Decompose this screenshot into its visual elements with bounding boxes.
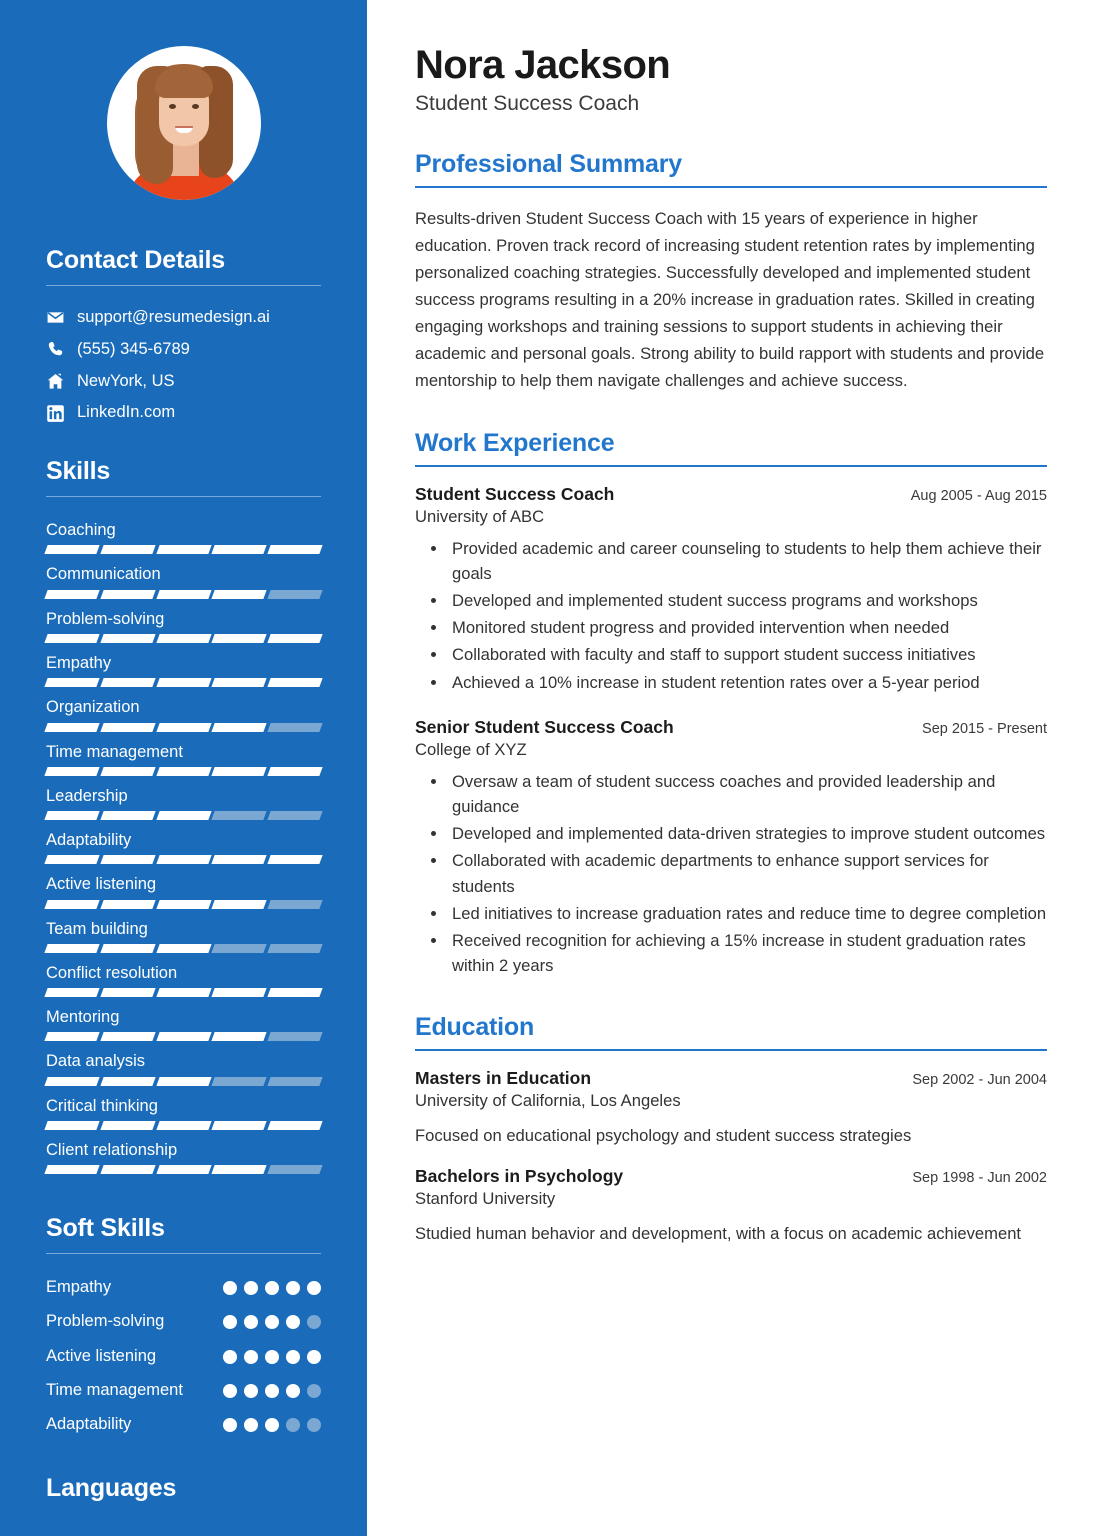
skill-bar-segment: [212, 545, 267, 554]
rating-dot: [265, 1384, 279, 1398]
rating-dot: [244, 1315, 258, 1329]
rating-dot: [244, 1384, 258, 1398]
soft-skill-rating: [223, 1379, 321, 1398]
rating-dot: [265, 1281, 279, 1295]
soft-skill-label: Empathy: [46, 1278, 112, 1297]
skill-bar-segment: [212, 1077, 267, 1086]
skill-label: Adaptability: [46, 831, 132, 850]
skill-bar-segment: [268, 811, 323, 820]
contact-heading: Contact Details: [46, 246, 225, 274]
skill-bar-segment: [100, 811, 155, 820]
languages-heading: Languages: [46, 1473, 177, 1502]
skill-bar-segment: [44, 988, 99, 997]
work-divider: [415, 465, 1047, 467]
skill-bar-segment: [100, 590, 155, 599]
summary-heading: Professional Summary: [415, 150, 682, 179]
candidate-role: Student Success Coach: [415, 92, 640, 116]
rating-dot: [307, 1350, 321, 1364]
rating-dot: [265, 1350, 279, 1364]
soft-skill-rating: [223, 1345, 321, 1364]
rating-dot: [286, 1350, 300, 1364]
skill-label: Leadership: [46, 786, 128, 805]
rating-dot: [286, 1281, 300, 1295]
rating-dot: [265, 1418, 279, 1432]
skill-bar-segment: [212, 723, 267, 732]
rating-dot: [223, 1384, 237, 1398]
skill-item: [46, 962, 321, 997]
skill-bar-segment: [100, 723, 155, 732]
skill-item: [46, 785, 321, 820]
soft-skills-section: [0, 1214, 367, 1435]
contact-section: [0, 246, 367, 423]
contact-text: (555) 345-6789: [77, 339, 190, 358]
skill-bar-segment: [100, 767, 155, 776]
skill-item: [46, 873, 321, 908]
skill-bar-segment: [156, 723, 211, 732]
work-entries: [415, 484, 1047, 979]
skill-label: Organization: [46, 698, 140, 717]
skill-item: [46, 696, 321, 731]
soft-skill-item: [46, 1345, 321, 1367]
skill-bar-segment: [156, 944, 211, 953]
skill-bar-segment: [44, 811, 99, 820]
contact-text: NewYork, US: [77, 371, 175, 390]
skill-level-bar: [46, 811, 321, 820]
summary-divider: [415, 186, 1047, 188]
employer-name: College of XYZ: [415, 739, 527, 759]
skill-item: [46, 1050, 321, 1085]
contact-text: LinkedIn.com: [77, 403, 176, 422]
job-bullet: • Monitored student progress and provided intervention when needed: [448, 615, 1047, 640]
rating-dot: [244, 1350, 258, 1364]
job-bullet: • Collaborated with faculty and staff to support student success initiatives: [448, 642, 1047, 667]
rating-dot: [223, 1418, 237, 1432]
skill-bar-segment: [268, 545, 323, 554]
skill-bar-segment: [44, 1032, 99, 1041]
portrait-fringe: [155, 68, 213, 98]
envelope-icon: [46, 308, 65, 327]
degree-title: Masters in Education: [415, 1067, 592, 1088]
skill-label: Client relationship: [46, 1140, 178, 1159]
soft-skill-item: [46, 1310, 321, 1332]
skill-bar-segment: [100, 634, 155, 643]
skill-bar-segment: [156, 811, 211, 820]
skills-divider: [46, 496, 321, 497]
skill-bar-segment: [156, 767, 211, 776]
skill-label: Problem-solving: [46, 609, 165, 628]
soft-skill-rating: [223, 1276, 321, 1295]
candidate-name: Nora Jackson: [415, 43, 671, 87]
skill-bar-segment: [100, 944, 155, 953]
skill-bar-segment: [44, 900, 99, 909]
skill-item: [46, 741, 321, 776]
skill-level-bar: [46, 767, 321, 776]
soft-skill-item: [46, 1276, 321, 1298]
skill-label: Team building: [46, 919, 148, 938]
education-entries: [415, 1068, 1047, 1246]
skill-bar-segment: [212, 1121, 267, 1130]
skill-level-bar: [46, 855, 321, 864]
contact-item[interactable]: [46, 372, 321, 392]
skill-bar-segment: [156, 900, 211, 909]
skill-bar-segment: [268, 944, 323, 953]
skill-level-bar: [46, 590, 321, 599]
skill-item: [46, 1095, 321, 1130]
rating-dot: [286, 1315, 300, 1329]
degree-title: Bachelors in Psychology: [415, 1165, 624, 1186]
skill-bar-segment: [100, 1032, 155, 1041]
rating-dot: [307, 1418, 321, 1432]
skills-list: [46, 519, 321, 1174]
skill-bar-segment: [212, 944, 267, 953]
skill-level-bar: [46, 900, 321, 909]
skill-level-bar: [46, 545, 321, 554]
contact-item[interactable]: [46, 308, 321, 328]
soft-skill-label: Time management: [46, 1380, 183, 1399]
skill-bar-segment: [44, 545, 99, 554]
rating-dot: [307, 1384, 321, 1398]
skill-bar-segment: [268, 855, 323, 864]
skill-bar-segment: [156, 634, 211, 643]
rating-dot: [223, 1281, 237, 1295]
job-bullet: • Collaborated with academic departments to enhance support services for students: [448, 848, 1047, 898]
work-entry: [415, 717, 1047, 979]
contact-list: [46, 308, 321, 423]
degree-date-range: Sep 2002 - Jun 2004: [912, 1071, 1047, 1088]
skill-bar-segment: [100, 1077, 155, 1086]
employer-name: University of ABC: [415, 506, 545, 526]
education-entry-header: [415, 1166, 1047, 1187]
skill-bar-segment: [156, 988, 211, 997]
skill-level-bar: [46, 944, 321, 953]
skill-level-bar: [46, 1077, 321, 1086]
skill-level-bar: [46, 723, 321, 732]
skill-bar-segment: [44, 590, 99, 599]
skill-bar-segment: [44, 1165, 99, 1174]
skill-bar-segment: [44, 767, 99, 776]
soft-skill-rating: [223, 1310, 321, 1329]
skill-bar-segment: [212, 900, 267, 909]
skill-label: Empathy: [46, 653, 112, 672]
linkedin-icon: [46, 404, 65, 423]
skill-bar-segment: [44, 944, 99, 953]
education-heading: Education: [415, 1012, 535, 1041]
job-bullet: • Oversaw a team of student success coaches and provided leadership and guidance: [448, 769, 1047, 819]
contact-item[interactable]: [46, 340, 321, 360]
avatar: [107, 46, 261, 200]
soft-skill-label: Adaptability: [46, 1415, 132, 1434]
education-description: Studied human behavior and development, with a focus on academic achievement: [415, 1223, 1022, 1243]
skill-item: [46, 608, 321, 643]
soft-skill-label: Problem-solving: [46, 1312, 165, 1331]
summary-text: Results-driven Student Success Coach with 15 years of experience in higher education. Proven track record of increasing student retention rates by implementing personalized coaching strategies. Successfully developed and implemented student success programs resulting in a 20% increase in graduation rates. Skilled in creating engaging workshops and training sessions to support students in achieving their academic and personal goals. Strong ability to build rapport with students and provide mentorship to help them navigate challenges and achieve success.: [415, 209, 1045, 391]
job-bullet: • Received recognition for achieving a 15% increase in student graduation rates within 2 years: [448, 928, 1047, 978]
soft-skills-list: [46, 1276, 321, 1435]
skill-bar-segment: [268, 767, 323, 776]
job-bullet: • Developed and implemented data-driven strategies to improve student outcomes: [448, 821, 1047, 846]
skill-bar-segment: [212, 988, 267, 997]
skill-bar-segment: [268, 1165, 323, 1174]
skills-section: [0, 457, 367, 1174]
skill-label: Critical thinking: [46, 1096, 158, 1115]
soft-skill-rating: [223, 1413, 321, 1432]
job-date-range: Aug 2005 - Aug 2015: [910, 487, 1047, 504]
skill-bar-segment: [268, 634, 323, 643]
work-entry: [415, 484, 1047, 695]
degree-date-range: Sep 1998 - Jun 2002: [912, 1169, 1047, 1186]
skills-heading: Skills: [46, 457, 111, 486]
skill-item: [46, 829, 321, 864]
skill-label: Conflict resolution: [46, 963, 178, 982]
soft-skills-divider: [46, 1253, 321, 1254]
rating-dot: [265, 1315, 279, 1329]
skill-label: Data analysis: [46, 1052, 146, 1071]
job-date-range: Sep 2015 - Present: [922, 720, 1047, 737]
portrait-neck: [169, 142, 199, 176]
skill-item: [46, 519, 321, 554]
skill-bar-segment: [212, 1165, 267, 1174]
soft-skill-item: [46, 1379, 321, 1401]
rating-dot: [223, 1315, 237, 1329]
skill-bar-segment: [100, 900, 155, 909]
portrait-eye-right: [192, 104, 199, 109]
education-entry-header: [415, 1068, 1047, 1089]
skill-bar-segment: [100, 855, 155, 864]
school-name: Stanford University: [415, 1188, 556, 1208]
contact-divider: [46, 285, 321, 286]
skill-bar-segment: [44, 678, 99, 687]
avatar-container: [0, 46, 367, 200]
skill-bar-segment: [212, 767, 267, 776]
skill-bar-segment: [44, 723, 99, 732]
languages-section: [0, 1474, 367, 1503]
skill-label: Coaching: [46, 521, 116, 540]
skill-item: [46, 918, 321, 953]
skill-bar-segment: [156, 545, 211, 554]
skill-bar-segment: [156, 1121, 211, 1130]
home-icon: [46, 372, 65, 391]
skill-bar-segment: [268, 590, 323, 599]
skill-label: Time management: [46, 742, 183, 761]
work-entry-header: [415, 717, 1047, 738]
education-description: Focused on educational psychology and student success strategies: [415, 1125, 912, 1145]
rating-dot: [244, 1281, 258, 1295]
skill-item: [46, 1139, 321, 1174]
contact-text: support@resumedesign.ai: [77, 308, 270, 326]
skill-label: Mentoring: [46, 1008, 120, 1027]
skill-bar-segment: [268, 1077, 323, 1086]
phone-icon: [46, 340, 65, 359]
skill-bar-segment: [156, 1165, 211, 1174]
skill-bar-segment: [212, 678, 267, 687]
skill-level-bar: [46, 1032, 321, 1041]
school-name: University of California, Los Angeles: [415, 1090, 681, 1110]
soft-skill-label: Active listening: [46, 1346, 157, 1365]
skill-bar-segment: [268, 723, 323, 732]
skill-bar-segment: [100, 1121, 155, 1130]
skill-level-bar: [46, 1121, 321, 1130]
rating-dot: [223, 1350, 237, 1364]
skill-bar-segment: [44, 855, 99, 864]
education-entry: [415, 1166, 1047, 1246]
education-divider: [415, 1049, 1047, 1051]
rating-dot: [244, 1418, 258, 1432]
soft-skill-item: [46, 1413, 321, 1435]
education-section: [415, 1013, 1047, 1246]
skill-bar-segment: [156, 590, 211, 599]
skill-label: Active listening: [46, 875, 157, 894]
rating-dot: [307, 1281, 321, 1295]
work-entry-header: [415, 484, 1047, 505]
job-bullet: • Led initiatives to increase graduation rates and reduce time to degree completion: [448, 901, 1047, 926]
skill-bar-segment: [212, 1032, 267, 1041]
skill-bar-segment: [212, 811, 267, 820]
skill-bar-segment: [156, 1032, 211, 1041]
skill-item: [46, 563, 321, 598]
sidebar: [0, 0, 367, 1536]
professional-summary-section: [415, 150, 1047, 394]
skill-label: Communication: [46, 565, 161, 584]
skill-bar-segment: [44, 1121, 99, 1130]
work-experience-section: [415, 429, 1047, 979]
job-bullet-list: [415, 769, 1047, 979]
contact-item[interactable]: [46, 403, 321, 423]
skill-bar-segment: [268, 1032, 323, 1041]
skill-bar-segment: [156, 678, 211, 687]
portrait-eye-left: [169, 104, 176, 109]
job-bullet: • Achieved a 10% increase in student retention rates over a 5-year period: [448, 670, 1047, 695]
soft-skills-heading: Soft Skills: [46, 1214, 165, 1243]
rating-dot: [307, 1315, 321, 1329]
skill-bar-segment: [212, 634, 267, 643]
skill-bar-segment: [212, 590, 267, 599]
skill-bar-segment: [100, 988, 155, 997]
skill-bar-segment: [268, 678, 323, 687]
skill-bar-segment: [100, 1165, 155, 1174]
skill-level-bar: [46, 1165, 321, 1174]
skill-level-bar: [46, 678, 321, 687]
skill-level-bar: [46, 988, 321, 997]
rating-dot: [286, 1418, 300, 1432]
skill-bar-segment: [212, 855, 267, 864]
rating-dot: [286, 1384, 300, 1398]
skill-bar-segment: [44, 1077, 99, 1086]
skill-level-bar: [46, 634, 321, 643]
skill-item: [46, 1006, 321, 1041]
work-heading: Work Experience: [415, 428, 615, 457]
education-entry: [415, 1068, 1047, 1148]
skill-bar-segment: [100, 678, 155, 687]
job-title: Student Success Coach: [415, 483, 615, 504]
skill-bar-segment: [268, 1121, 323, 1130]
skill-bar-segment: [100, 545, 155, 554]
skill-bar-segment: [268, 988, 323, 997]
job-bullet: • Developed and implemented student success programs and workshops: [448, 588, 1047, 613]
job-bullet-list: [415, 536, 1047, 695]
main-content: [367, 0, 1095, 1536]
skill-bar-segment: [268, 900, 323, 909]
job-title: Senior Student Success Coach: [415, 716, 674, 737]
skill-item: [46, 652, 321, 687]
skill-bar-segment: [156, 1077, 211, 1086]
job-bullet: • Provided academic and career counseling to students to help them achieve their goals: [448, 536, 1047, 586]
skill-bar-segment: [156, 855, 211, 864]
skill-bar-segment: [44, 634, 99, 643]
